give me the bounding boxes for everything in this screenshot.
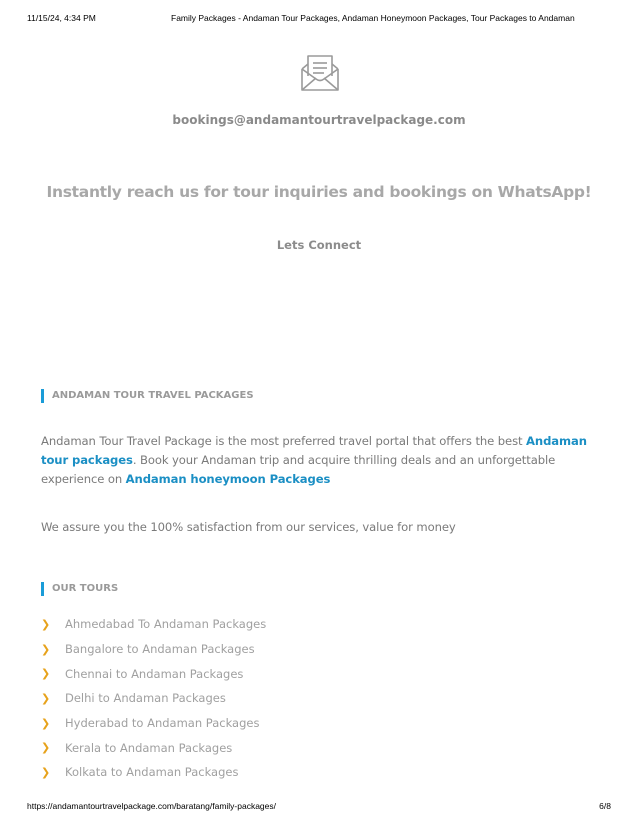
print-datetime: 11/15/24, 4:34 PM: [27, 13, 96, 23]
tour-item-bangalore[interactable]: [41, 637, 266, 662]
envelope-icon: [300, 54, 340, 92]
chevron-right-icon: ❯: [41, 642, 51, 656]
chevron-right-icon: ❯: [41, 741, 51, 755]
contact-email-link[interactable]: bookings@andamantourtravelpackage.com: [172, 113, 466, 127]
lets-connect-link[interactable]: Lets Connect: [276, 238, 362, 252]
andaman-honeymoon-packages-link[interactable]: Andaman honeymoon Packages: [125, 472, 331, 486]
tour-item-label[interactable]: Delhi to Andaman Packages: [65, 691, 226, 706]
about-section-title: ANDAMAN TOUR TRAVEL PACKAGES: [41, 389, 254, 403]
chevron-right-icon: ❯: [41, 667, 51, 681]
andaman-tour-packages-link[interactable]: Andaman tour packages: [41, 434, 587, 467]
tour-item-label[interactable]: Ahmedabad To Andaman Packages: [65, 617, 267, 632]
tour-item-label[interactable]: Chennai to Andaman Packages: [65, 666, 244, 681]
about-text-part-2: . Book your Andaman trip and acquire thrilling deals and an unforgettable experience on: [41, 453, 556, 486]
tour-item-label[interactable]: Kerala to Andaman Packages: [65, 740, 233, 755]
whatsapp-heading: Instantly reach us for tour inquiries and bookings on WhatsApp!: [46, 183, 592, 201]
tour-item-hyderabad[interactable]: [41, 711, 266, 736]
tour-item-kolkata[interactable]: [41, 760, 266, 785]
assurance-text: We assure you the 100% satisfaction from our services, value for money: [41, 520, 456, 534]
tour-item-label[interactable]: Kolkata to Andaman Packages: [65, 765, 239, 780]
tours-list: [41, 612, 266, 785]
about-paragraph: [41, 432, 601, 489]
tour-item-kerala[interactable]: [41, 735, 266, 760]
chevron-right-icon: ❯: [41, 691, 51, 705]
tour-item-label[interactable]: Bangalore to Andaman Packages: [65, 642, 255, 657]
chevron-right-icon: ❯: [41, 617, 51, 631]
print-page-title: Family Packages - Andaman Tour Packages, Andaman Honeymoon Packages, Tour Packages to Andaman: [171, 13, 575, 23]
tours-section-title: OUR TOURS: [41, 582, 118, 596]
chevron-right-icon: ❯: [41, 765, 51, 779]
print-url: https://andamantourtravelpackage.com/baratang/family-packages/: [27, 801, 276, 811]
tour-item-delhi[interactable]: [41, 686, 266, 711]
tour-item-ahmedabad[interactable]: [41, 612, 266, 637]
print-page-number: 6/8: [599, 801, 611, 811]
chevron-right-icon: ❯: [41, 716, 51, 730]
tour-item-chennai[interactable]: [41, 661, 266, 686]
tour-item-label[interactable]: Hyderabad to Andaman Packages: [65, 716, 260, 731]
about-text-part-1: Andaman Tour Travel Package is the most preferred travel portal that offers the best: [41, 434, 527, 448]
